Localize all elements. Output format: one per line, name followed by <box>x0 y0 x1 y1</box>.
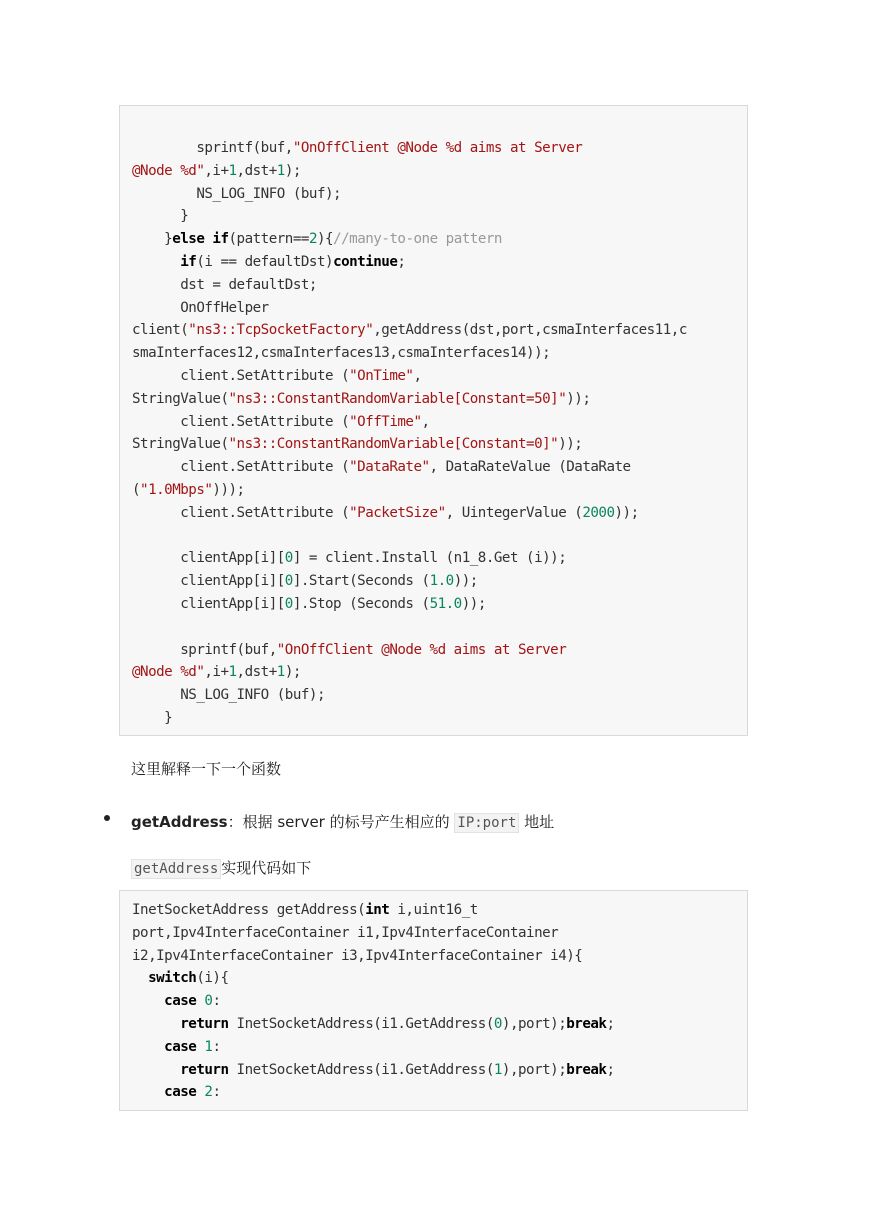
code-token <box>132 254 180 270</box>
code-token: ].Stop (Seconds ( <box>292 595 430 612</box>
code-token: (i){ <box>196 970 229 987</box>
code-token <box>132 970 148 986</box>
code-line <box>132 479 735 502</box>
code-token: )); <box>558 436 583 453</box>
code-token: NS_LOG_INFO (buf); <box>132 185 342 202</box>
bullet-term: getAddress <box>131 813 228 831</box>
code-token: InetSocketAddress getAddress( <box>132 902 366 918</box>
code-token: "DataRate" <box>349 459 430 476</box>
code-token: if <box>180 253 197 270</box>
code-token: @Node %d" <box>132 162 205 179</box>
code-token: 2000 <box>582 504 615 521</box>
code-token: i2,Ipv4InterfaceContainer i3,Ipv4InterfaceContainer i4){ <box>132 947 583 964</box>
bullet-text-before: ：根据 server 的标号产生相应的 <box>227 813 455 831</box>
code-block-getaddress-impl <box>119 890 748 1111</box>
code-line <box>132 1081 735 1104</box>
code-token: 1 <box>276 162 285 179</box>
code-token: 0 <box>284 550 293 567</box>
code-token: "ns3::ConstantRandomVariable[Constant=50]" <box>228 390 567 407</box>
code-line <box>132 433 735 456</box>
code-token: StringValue( <box>132 390 229 407</box>
code-token: clientApp[i][ <box>132 573 285 590</box>
code-token: client.SetAttribute ( <box>132 459 350 476</box>
code-token: client.SetAttribute ( <box>132 504 350 521</box>
code-line <box>132 205 735 228</box>
code-token: ] = client.Install (n1_8.Get (i)); <box>292 550 567 567</box>
code-token: InetSocketAddress(i1.GetAddress( <box>228 1015 494 1032</box>
code-token: NS_LOG_INFO (buf); <box>132 687 325 704</box>
code-line <box>132 547 735 570</box>
inline-code-getaddress: getAddress <box>131 859 221 879</box>
code-token: continue <box>333 253 398 270</box>
code-line <box>132 684 735 707</box>
code-token: 1 <box>276 664 285 681</box>
code-token: InetSocketAddress(i1.GetAddress( <box>228 1061 494 1078</box>
code-token: )); <box>566 390 591 407</box>
code-token: } <box>132 709 173 726</box>
code-token: client.SetAttribute ( <box>132 413 350 430</box>
code-line <box>132 967 735 990</box>
code-token: ( <box>132 481 141 498</box>
code-token: @Node %d" <box>132 664 205 681</box>
code-token: } <box>132 208 189 225</box>
code-line <box>132 707 735 730</box>
explain-paragraph: 这里解释一下一个函数 <box>131 760 282 778</box>
code-token: i,uint16_t <box>389 902 478 918</box>
code-token: sprintf(buf, <box>132 140 293 156</box>
code-line <box>132 661 735 684</box>
code-line <box>132 593 735 616</box>
code-token: (pattern== <box>228 231 309 248</box>
code-token: "1.0Mbps" <box>140 481 213 498</box>
code-line <box>132 922 735 945</box>
code-line <box>132 342 735 365</box>
code-token: client( <box>132 322 189 339</box>
code-token: ,getAddress(dst,port,csmaInterfaces11,c <box>373 322 687 339</box>
code-token: ); <box>284 664 301 681</box>
code-token: break <box>566 1015 607 1032</box>
impl-text: 实现代码如下 <box>221 859 312 877</box>
code-line <box>132 990 735 1013</box>
impl-paragraph <box>131 857 311 878</box>
code-token: , DataRateValue (DataRate <box>429 459 631 476</box>
code-token: ){ <box>316 231 334 248</box>
code-token: : <box>212 1038 221 1055</box>
code-line <box>132 899 735 922</box>
code-token: "OnOffClient @Node %d aims at Server <box>292 140 583 156</box>
code-token: 0 <box>284 573 293 590</box>
code-token: "ns3::ConstantRandomVariable[Constant=0]" <box>228 436 559 453</box>
code-token <box>132 993 164 1009</box>
code-token: return <box>180 1061 229 1078</box>
code-token: ; <box>606 1015 615 1032</box>
code-token: smaInterfaces12,csmaInterfaces13,csmaInterfaces14)); <box>132 345 551 362</box>
code-token: else if <box>172 231 229 248</box>
code-token: ,i+ <box>204 162 229 179</box>
code-token: : <box>212 1084 221 1101</box>
code-token: } <box>132 231 173 248</box>
code-token: StringValue( <box>132 436 229 453</box>
code-token: return <box>180 1015 229 1032</box>
code-token: case <box>164 1038 197 1055</box>
code-token: 0 <box>284 595 293 612</box>
code-token: 1 <box>204 1038 213 1055</box>
code-token: sprintf(buf, <box>132 641 277 658</box>
code-line <box>132 274 735 297</box>
code-token: ; <box>606 1061 615 1078</box>
code-token: 51.0 <box>429 595 462 612</box>
code-token: 1 <box>493 1061 502 1078</box>
code-token: , <box>421 413 430 430</box>
code-token: 2 <box>204 1084 213 1101</box>
code-token: break <box>566 1061 607 1078</box>
code-token: client.SetAttribute ( <box>132 367 350 384</box>
inline-code-ip-port: IP:port <box>454 813 519 833</box>
code-line <box>132 183 735 206</box>
code-token: case <box>164 1084 197 1101</box>
code-line <box>132 1036 735 1059</box>
code-token: ,dst+ <box>236 162 277 179</box>
code-token: ))); <box>212 481 245 498</box>
code-line <box>132 365 735 388</box>
code-token: ); <box>284 162 301 179</box>
code-line <box>132 319 735 342</box>
code-token: : <box>212 993 221 1010</box>
code-line <box>132 945 735 968</box>
code-line <box>132 297 735 320</box>
code-token <box>132 1039 164 1055</box>
code-token: 0 <box>493 1015 502 1032</box>
code-token: )); <box>461 595 486 612</box>
code-token: "OnOffClient @Node %d aims at Server <box>276 641 567 658</box>
code-line <box>132 1013 735 1036</box>
code-line <box>132 525 735 548</box>
code-token: dst = defaultDst; <box>132 276 317 293</box>
code-token: int <box>365 902 390 918</box>
code-token: clientApp[i][ <box>132 550 285 567</box>
code-token: 1 <box>228 664 237 681</box>
code-token: "OffTime" <box>349 413 422 430</box>
code-token <box>132 1062 180 1078</box>
code-token: OnOffHelper <box>132 299 269 316</box>
code-token <box>132 1016 180 1032</box>
code-token: )); <box>453 573 478 590</box>
code-line <box>132 1059 735 1082</box>
code-token: ),port); <box>501 1061 567 1078</box>
code-token: ),port); <box>501 1015 567 1032</box>
code-token: ; <box>397 253 406 270</box>
code-line <box>132 570 735 593</box>
code-block-onoff-client <box>119 105 748 736</box>
code-token: )); <box>614 504 639 521</box>
code-line <box>132 251 735 274</box>
bullet-text-after: 地址 <box>519 813 555 831</box>
code-line <box>132 616 735 639</box>
code-token: 0 <box>204 993 213 1010</box>
code-line <box>132 411 735 434</box>
bullet-item-getaddress <box>131 811 554 832</box>
code-token: 1 <box>228 162 237 179</box>
code-token: clientApp[i][ <box>132 595 285 612</box>
code-token: port,Ipv4InterfaceContainer i1,Ipv4InterfaceContainer <box>132 924 559 941</box>
code-token: case <box>164 993 197 1010</box>
code-line <box>132 137 735 160</box>
code-token <box>132 1084 164 1100</box>
code-line <box>132 639 735 662</box>
code-token: , <box>413 367 422 384</box>
code-token: "OnTime" <box>349 367 414 384</box>
code-line <box>132 456 735 479</box>
code-token: 1.0 <box>429 573 454 590</box>
code-token: , UintegerValue ( <box>445 504 583 521</box>
code-line <box>132 160 735 183</box>
code-line <box>132 228 735 251</box>
code-token: switch <box>148 970 197 987</box>
code-line <box>132 388 735 411</box>
code-token: ,i+ <box>204 664 229 681</box>
bullet-icon <box>104 815 110 821</box>
code-token: "ns3::TcpSocketFactory" <box>188 322 374 339</box>
code-token: 2 <box>308 231 317 248</box>
code-token: ].Start(Seconds ( <box>292 573 430 590</box>
code-token: (i == defaultDst) <box>196 253 334 270</box>
code-token: ,dst+ <box>236 664 277 681</box>
code-token: //many-to-one pattern <box>333 231 502 248</box>
code-token: "PacketSize" <box>349 504 446 521</box>
code-line <box>132 502 735 525</box>
